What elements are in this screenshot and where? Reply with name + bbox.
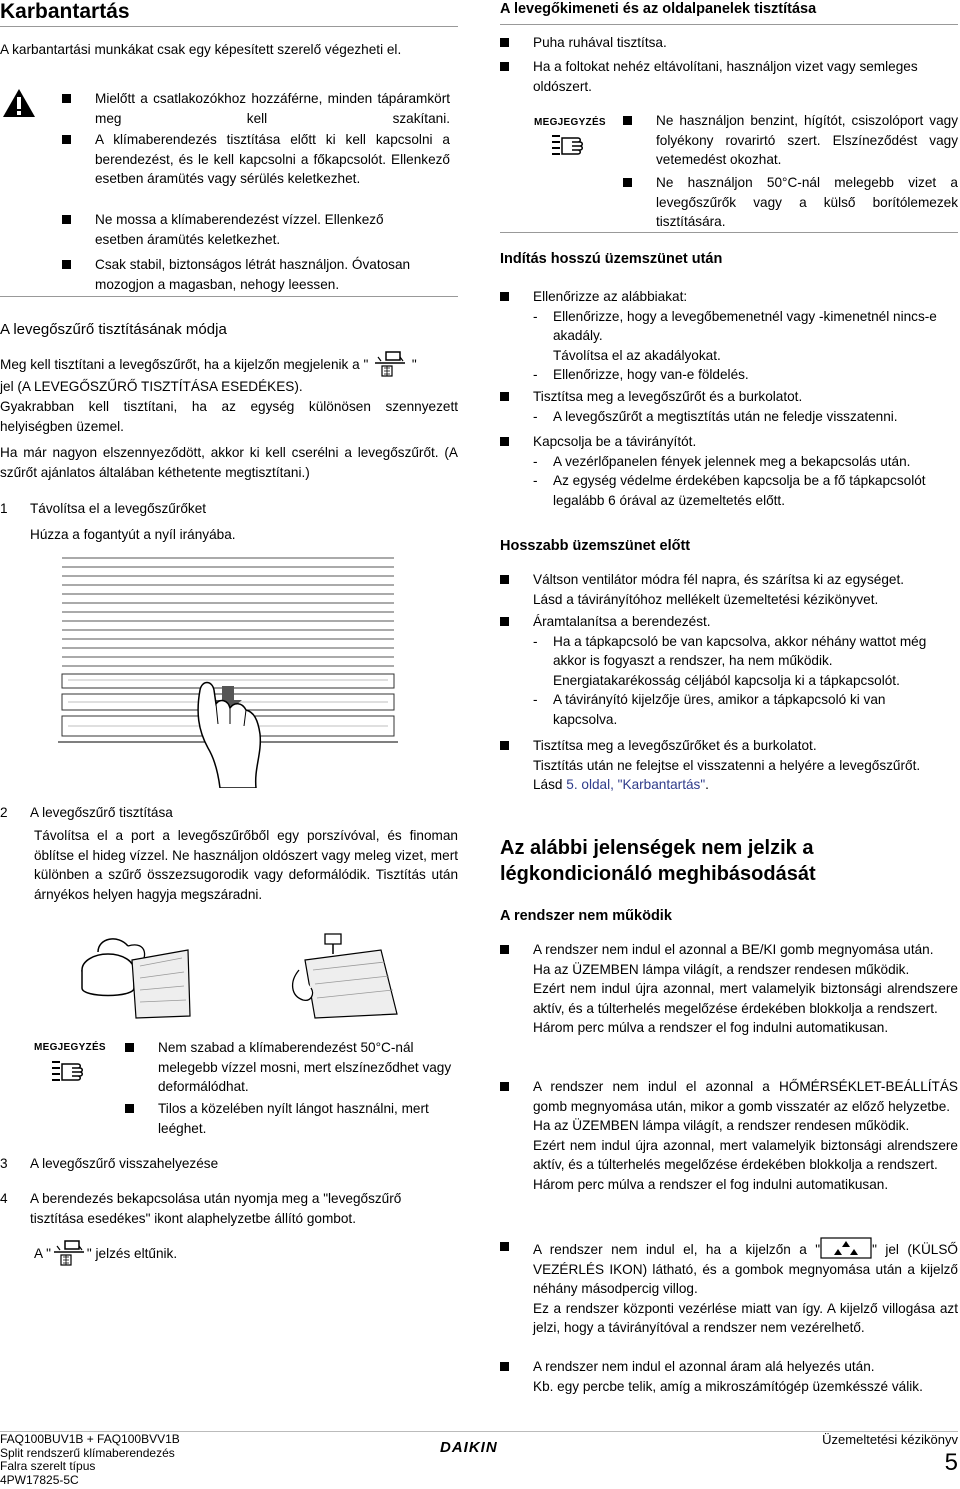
bullet: [623, 178, 632, 187]
start-item: Kapcsolja be a távirányítót. - A vezérlőpanelen fények jelennek meg a bekapcsolás után. - Az egység védelme érdekében kapcsolja be a fő tápkapcsolót legalább 6 órával az üzemeltetés előtt.: [500, 432, 958, 510]
start-item: Ellenőrizze az alábbiakat: - Ellenőrizze, hogy a levegőbemenetnél vagy -kimenetnél nincs-e akadály. Távolítsa el az akadályokat. - Ellenőrizze, hogy van-e földelés.: [500, 287, 958, 385]
note-label: MEGJEGYZÉS: [534, 117, 606, 128]
divider: [0, 296, 458, 297]
panel-item: [500, 33, 958, 53]
bullet: [500, 1082, 509, 1091]
warning-item: [62, 130, 450, 189]
panel-text: Puha ruhával tisztítsa.: [533, 35, 667, 50]
warning-text: A klímaberendezés tisztítása előtt ki kell kapcsolni a berendezést, és le kell kapcsolni a főkapcsolót. Ellenkező esetben áramütés vagy sérülés keletkezhet.: [95, 132, 450, 186]
panel-heading: A levegőkimeneti és az oldalpanelek tisztítása: [500, 1, 817, 17]
warning-text: Csak stabil, biztonságos létrát használjon. Óvatosan mozogjon a magasban, nehogy leessen.: [95, 257, 411, 292]
note-hand-icon: [50, 1058, 86, 1084]
start-item: Tisztítsa meg a levegőszűrőt és a burkolatot. - A levegőszűrőt a megtisztítás után ne feledje visszatenni.: [500, 387, 958, 426]
step-body: Távolítsa el a port a levegőszűrőből egy porszívóval, és finoman öblítse el hideg vízzel. Ne használjon oldószert vagy meleg vizet, mert különben a szűrő összezsugorodik vagy deformálódik. Tisztítás után árnyékos helyen hagyja megszáradni.: [34, 828, 458, 902]
step-4-result: A " " jelzés eltűnik.: [34, 1240, 177, 1266]
bullet: [500, 38, 509, 47]
divider: [0, 26, 458, 27]
divider: [500, 24, 958, 25]
warning-item: [62, 89, 450, 128]
daikin-logo: DAIKIN: [440, 1439, 498, 1456]
note-text: Nem szabad a klímaberendezést 50°C-nál melegebb vízzel mosni, mert elszíneződhet vagy deformálódhat.: [158, 1040, 452, 1094]
step-title: A levegőszűrő visszahelyezése: [30, 1156, 219, 1171]
stop-item: Áramtalanítsa a berendezést. - Ha a tápkapcsoló be van kapcsolva, akkor néhány wattot még akkor is fogyaszt a rendszer, ha nem működik. Energiatakarékosság céljából kapcsolja ki a tápkapcsolót. - A távirányító kijelzője üres, amikor a tápkapcsoló ki van kapcsolva.: [500, 612, 958, 729]
filter-clean-icon: [51, 1240, 87, 1266]
filter-heading: A levegőszűrő tisztításának módja: [0, 321, 227, 338]
bullet: [500, 741, 509, 750]
bullet: [500, 292, 509, 301]
bullet: [500, 575, 509, 584]
footer-divider: [0, 1431, 958, 1432]
stop-item: Váltson ventilátor módra fél napra, és szárítsa ki az egységet. Lásd a távirányítóhoz mellékelt üzemeltetési kézikönyvet.: [500, 570, 958, 609]
note-item: [125, 1038, 455, 1097]
bullet: [500, 1362, 509, 1371]
note-text: Tilos a közelében nyílt lángot használni, mert leéghet.: [158, 1101, 429, 1136]
bullet: [62, 260, 71, 269]
bullet: [500, 1242, 509, 1251]
vacuum-illustration: [78, 930, 198, 1020]
filter-removal-illustration: [58, 552, 408, 788]
nowork-item: A rendszer nem indul el azonnal áram alá helyezés után. Kb. egy percbe telik, amíg a mikroszámítógép üzemkésszé válik.: [500, 1357, 958, 1396]
stop-item: Tisztítsa meg a levegőszűrőket és a burkolatot. Tisztítás után ne felejtse el visszatenni a helyére a levegőszűrőt. Lásd 5. oldal, "Karbantartás".: [500, 736, 958, 795]
bullet: [500, 945, 509, 954]
section-heading: Az alábbi jelenségek nem jelzik a légkondicionáló meghibásodását: [500, 837, 816, 885]
page-link[interactable]: 5. oldal: [566, 777, 611, 792]
step-4: 4 A berendezés bekapcsolása után nyomja meg a "levegőszűrő tisztítása esedékes" ikont alaphelyzetbe állító gombot.: [0, 1189, 458, 1228]
filter-paragraph: Gyakrabban kell tisztítani, ha az egység különösen szennyezett helyiségben üzemel.: [0, 399, 458, 434]
bullet: [500, 437, 509, 446]
note-item: [623, 111, 958, 170]
panel-text: Ha a foltokat nehéz eltávolítani, használjon vizet vagy semleges oldószert.: [533, 59, 918, 94]
step-3: 3 A levegőszűrő visszahelyezése: [0, 1154, 458, 1174]
step-title: Távolítsa el a levegőszűrőket: [30, 501, 207, 516]
step-body: Húzza a fogantyút a nyíl irányába.: [30, 526, 236, 542]
filter-paragraph: Meg kell tisztítani a levegőszűrőt, ha a kijelzőn megjelenik a " " jel (A LEVEGŐSZŰRŐ TISZTÍTÁSA ESEDÉKES).: [0, 351, 458, 397]
bullet: [623, 116, 632, 125]
divider: [500, 232, 958, 233]
warning-icon: [2, 88, 36, 118]
step-title: A levegőszűrő tisztítása: [30, 805, 173, 820]
footer-right: Üzemeltetési kézikönyv 5: [822, 1433, 958, 1479]
section-link[interactable]: "Karbantartás": [617, 777, 706, 792]
bullet: [500, 617, 509, 626]
warning-text: Ne mossa a klímaberendezést vízzel. Ellenkező esetben áramütés keletkezhet.: [95, 212, 384, 247]
page-number: 5: [944, 1448, 958, 1476]
note-label: MEGJEGYZÉS: [34, 1042, 106, 1053]
nowork-heading: A rendszer nem működik: [500, 908, 672, 924]
filter-paragraph: Ha már nagyon elszennyeződött, akkor ki kell cserélni a levegőszűrőt. (A szűrőt ajánlatos általában kéthetente megtisztítani.): [0, 445, 458, 480]
bullet: [125, 1104, 134, 1113]
nowork-item: A rendszer nem indul el azonnal a BE/KI gomb megnyomása után. Ha az ÜZEMBEN lámpa világít, a rendszer rendesen működik. Ezért nem indul újra azonnal, mert valamelyik biztonsági alrendszere aktív, és a túlterhelés megelőzése érdekében blokkolja a rendszert. Három perc múlva a rendszer el fog indulni automatikusan.: [500, 940, 958, 1038]
step-title: A berendezés bekapcsolása után nyomja meg a "levegőszűrő tisztítása esedékes" ikont alaphelyzetbe állító gombot.: [30, 1191, 402, 1226]
page-title: Karbantartás: [0, 0, 130, 23]
bullet: [125, 1043, 134, 1052]
bullet: [500, 392, 509, 401]
central-control-icon: [820, 1237, 872, 1259]
step-2: 2 A levegőszűrő tisztítása: [0, 803, 458, 823]
note-text: Ne használjon benzint, hígítót, csiszolóport vagy folyékony rovarirtó szert. Elszíneződést vagy vetemedést okozhat.: [656, 113, 958, 167]
note-item: [125, 1099, 455, 1138]
bullet: [500, 62, 509, 71]
step-1: 1 Távolítsa el a levegőszűrőket Húzza a fogantyút a nyíl irányába.: [0, 499, 458, 544]
nowork-item: A rendszer nem indul el, ha a kijelzőn a " " jel (KÜLSŐ VEZÉRLÉS IKON) látható, és a gombok megnyomása után a kijelző néhány másodpercig villog. Ez a rendszer központi vezérlése miatt van így. A kijelző villogása azt jelzi, hogy a távirányítóval a rendszer nem vezérelhető.: [500, 1237, 958, 1338]
warning-item: [62, 255, 450, 294]
intro-text: A karbantartási munkákat csak egy képesített szerelő végezheti el.: [0, 42, 402, 57]
stop-heading: Hosszabb üzemszünet előtt: [500, 538, 691, 554]
warning-item: [62, 210, 450, 249]
note-text: Ne használjon 50°C-nál melegebb vizet a levegőszűrők vagy a külső borítólemezek tisztítására.: [656, 175, 958, 229]
panel-item: [500, 57, 958, 96]
footer-left: FAQ100BUV1B + FAQ100BVV1B Split rendszerű klímaberendezés Falra szerelt típus 4PW17825-5C: [0, 1432, 180, 1487]
bullet: [62, 135, 71, 144]
start-heading: Indítás hosszú üzemszünet után: [500, 251, 723, 267]
nowork-item: A rendszer nem indul el azonnal a HŐMÉRSÉKLET-BEÁLLÍTÁS gomb megnyomása után, mikor a gomb visszatér az előző helyzetbe. Ha az ÜZEMBEN lámpa világít, a rendszer rendesen működik. Ezért nem indul újra azonnal, mert valamelyik biztonsági alrendszere aktív, és a túlterhelés megelőzése érdekében blokkolja a rendszert. Három perc múlva a rendszer el fog indulni automatikusan.: [500, 1077, 958, 1194]
filter-clean-icon: [372, 351, 408, 377]
rinse-illustration: [285, 930, 405, 1020]
note-hand-icon: [550, 132, 586, 158]
bullet: [62, 94, 71, 103]
bullet: [62, 215, 71, 224]
warning-text: Mielőtt a csatlakozókhoz hozzáférne, minden tápáramkört meg kell szakítani.: [95, 91, 450, 126]
note-item: [623, 173, 958, 232]
